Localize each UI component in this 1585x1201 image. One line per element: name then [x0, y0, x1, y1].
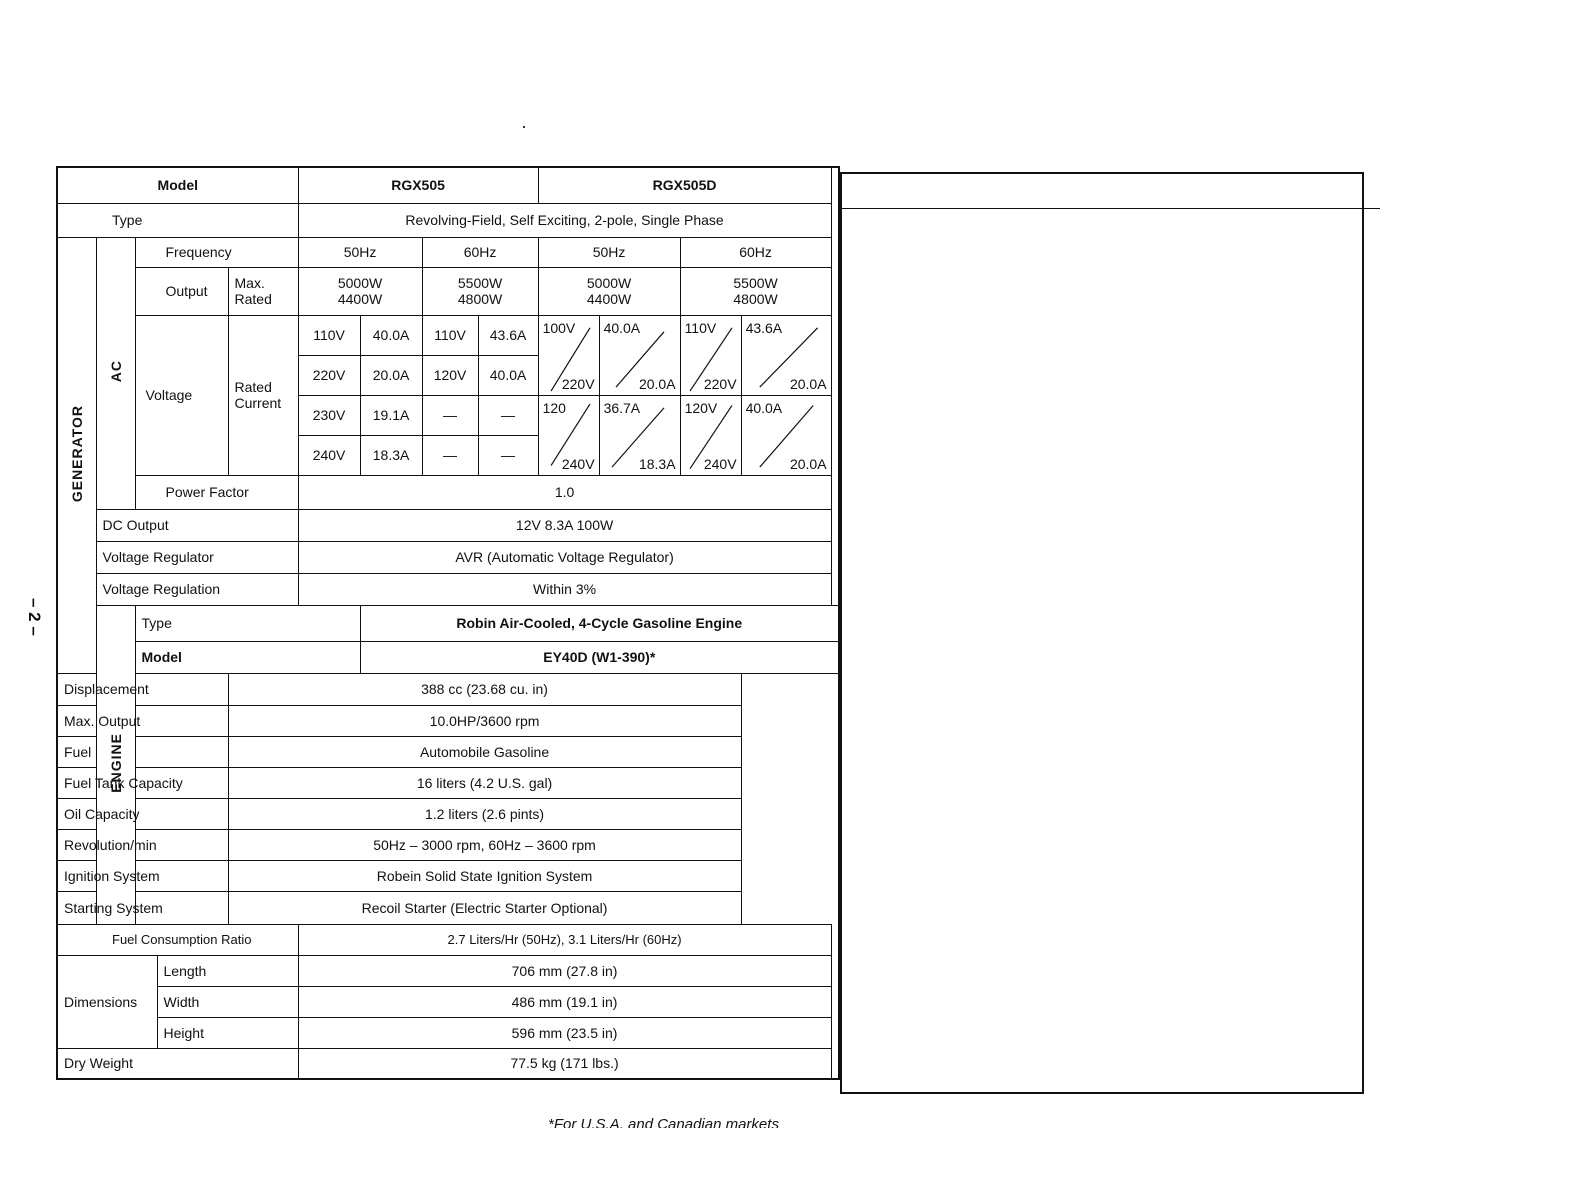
model-name-rgx505: RGX505 — [298, 167, 538, 203]
engine-row — [57, 860, 839, 891]
engine-row-value: 10.0HP/3600 rpm — [228, 705, 741, 736]
voltage-row — [57, 315, 839, 355]
footnote: *For U.S.A. and Canadian markets — [548, 1116, 779, 1128]
dimension-row — [57, 986, 839, 1017]
engine-row — [57, 891, 839, 924]
generator-label-text: GENERATOR — [68, 404, 85, 503]
rated-current-line-1: Rated — [234, 379, 272, 395]
dry-weight-value: 77.5 kg (171 lbs.) — [298, 1048, 831, 1079]
volt-cell: 120V — [422, 355, 478, 395]
dimension-row — [57, 1017, 839, 1048]
dual-amp-cell — [741, 395, 831, 475]
engine-row — [57, 673, 839, 705]
model-row — [57, 167, 839, 203]
dimension-row-label: Width — [157, 986, 298, 1017]
generator-section-label — [57, 237, 96, 673]
volt-bottom: 220V — [703, 375, 737, 392]
dimension-row-value: 706 mm (27.8 in) — [298, 955, 831, 986]
output-sublabels — [228, 267, 298, 315]
voltage-regulator-row — [57, 541, 839, 573]
output-label: Output — [135, 267, 228, 315]
volt-cell: — — [422, 395, 478, 435]
voltage-regulation-label: Voltage Regulation — [96, 573, 298, 605]
engine-row — [57, 798, 839, 829]
engine-row-value: Recoil Starter (Electric Starter Optional) — [228, 891, 741, 924]
dimensions-label: Dimensions — [57, 955, 157, 1048]
fuel-consumption-row — [57, 924, 839, 955]
fuel-consumption-value: 2.7 Liters/Hr (50Hz), 3.1 Liters/Hr (60Hz) — [298, 924, 831, 955]
dual-amp-cell — [599, 315, 680, 395]
voltage-regulation-row — [57, 573, 839, 605]
dimension-row-value: 486 mm (19.1 in) — [298, 986, 831, 1017]
volt-cell: 220V — [298, 355, 360, 395]
dual-amp-cell — [741, 315, 831, 395]
model-label: Model — [57, 167, 298, 203]
amp-cell: 43.6A — [478, 315, 538, 355]
dry-weight-row — [57, 1048, 839, 1079]
engine-label-text: ENGINE — [107, 733, 124, 793]
page-number: – 2 – — [25, 598, 44, 636]
amp-top: 40.0A — [745, 399, 783, 416]
volt-cell: 110V — [422, 315, 478, 355]
amp-cell: — — [478, 395, 538, 435]
output-cell — [680, 267, 831, 315]
voltage-regulator-value: AVR (Automatic Voltage Regulator) — [298, 541, 831, 573]
blank-frame — [840, 172, 1364, 1094]
engine-row — [57, 705, 839, 736]
voltage-label: Voltage — [135, 315, 228, 475]
engine-row-label: Displacement — [57, 673, 228, 705]
volt-cell: 240V — [298, 435, 360, 475]
type-label: Type — [57, 203, 298, 237]
amp-cell: 40.0A — [360, 315, 422, 355]
volt-bottom: 240V — [561, 455, 595, 472]
frame-rule — [840, 208, 1380, 209]
dual-amp-cell — [599, 395, 680, 475]
amp-cell: 20.0A — [360, 355, 422, 395]
engine-row-label: Oil Capacity — [57, 798, 228, 829]
output-max: 5500W — [457, 275, 503, 291]
dimension-row-value: 596 mm (23.5 in) — [298, 1017, 831, 1048]
volt-top: 120 — [542, 399, 566, 416]
engine-row-value: 388 cc (23.68 cu. in) — [228, 673, 741, 705]
power-factor-label: Power Factor — [135, 475, 298, 509]
speck — [523, 126, 525, 128]
engine-row-label: Fuel — [57, 736, 228, 767]
voltage-regulation-value: Within 3% — [298, 573, 831, 605]
output-row — [57, 267, 839, 315]
volt-top: 120V — [684, 399, 718, 416]
output-rated: 4400W — [337, 291, 383, 307]
engine-row — [57, 641, 839, 673]
engine-row — [57, 605, 839, 641]
output-rated: 4800W — [733, 291, 778, 307]
dimension-row — [57, 955, 839, 986]
frequency-value: 60Hz — [680, 237, 831, 267]
amp-bottom: 18.3A — [638, 455, 676, 472]
output-cell — [298, 267, 422, 315]
engine-row-value: 50Hz – 3000 rpm, 60Hz – 3600 rpm — [228, 829, 741, 860]
frequency-value: 50Hz — [538, 237, 680, 267]
volt-top: 110V — [684, 319, 717, 336]
volt-bottom: 240V — [703, 455, 737, 472]
rated-current-label — [228, 315, 298, 475]
rated-current-line-2: Current — [234, 395, 282, 411]
dc-output-row — [57, 509, 839, 541]
volt-bottom: 220V — [561, 375, 595, 392]
output-rated: 4800W — [457, 291, 503, 307]
amp-cell: — — [478, 435, 538, 475]
volt-top: 100V — [542, 319, 576, 336]
engine-row-label: Type — [135, 605, 360, 641]
engine-row — [57, 736, 839, 767]
output-max: 5500W — [733, 275, 778, 291]
amp-cell: 19.1A — [360, 395, 422, 435]
frequency-label: Frequency — [135, 237, 298, 267]
dimension-row-label: Length — [157, 955, 298, 986]
dual-volt-cell — [538, 395, 599, 475]
power-factor-value: 1.0 — [298, 475, 831, 509]
amp-bottom: 20.0A — [789, 375, 827, 392]
amp-cell: 40.0A — [478, 355, 538, 395]
type-value: Revolving-Field, Self Exciting, 2-pole, Single Phase — [298, 203, 831, 237]
model-name-rgx505d: RGX505D — [538, 167, 831, 203]
engine-row-label: Ignition System — [57, 860, 228, 891]
ac-label-text: AC — [107, 360, 124, 383]
amp-bottom: 20.0A — [638, 375, 676, 392]
engine-row-value: Robein Solid State Ignition System — [228, 860, 741, 891]
frequency-value: 60Hz — [422, 237, 538, 267]
dry-weight-label: Dry Weight — [57, 1048, 298, 1079]
dual-volt-cell — [680, 315, 741, 395]
output-cell — [422, 267, 538, 315]
ac-section-label — [96, 237, 135, 509]
output-rated: 4400W — [586, 291, 632, 307]
frequency-value: 50Hz — [298, 237, 422, 267]
amp-top: 36.7A — [603, 399, 641, 416]
engine-row-label: Starting System — [57, 891, 228, 924]
dual-volt-cell — [680, 395, 741, 475]
output-max: 5000W — [586, 275, 632, 291]
volt-cell: 110V — [298, 315, 360, 355]
engine-row-value: Robin Air-Cooled, 4-Cycle Gasoline Engine — [360, 605, 839, 641]
volt-cell: 230V — [298, 395, 360, 435]
amp-cell: 18.3A — [360, 435, 422, 475]
engine-row-value: 1.2 liters (2.6 pints) — [228, 798, 741, 829]
type-row — [57, 203, 839, 237]
engine-row — [57, 829, 839, 860]
engine-row-label: Fuel Tank Capacity — [57, 767, 228, 798]
dc-output-value: 12V 8.3A 100W — [298, 509, 831, 541]
output-rated-label: Rated — [234, 291, 272, 307]
engine-row-value: Automobile Gasoline — [228, 736, 741, 767]
output-max: 5000W — [337, 275, 383, 291]
amp-top: 43.6A — [745, 319, 783, 336]
voltage-regulator-label: Voltage Regulator — [96, 541, 298, 573]
engine-row-label: Max. Output — [57, 705, 228, 736]
fuel-consumption-label: Fuel Consumption Ratio — [57, 924, 298, 955]
dual-volt-cell — [538, 315, 599, 395]
amp-bottom: 20.0A — [789, 455, 827, 472]
frequency-row — [57, 237, 839, 267]
dimension-row-label: Height — [157, 1017, 298, 1048]
engine-row-value: 16 liters (4.2 U.S. gal) — [228, 767, 741, 798]
engine-row-label: Model — [135, 641, 360, 673]
spec-table — [56, 166, 840, 1080]
amp-top: 40.0A — [603, 319, 641, 336]
engine-row-label: Revolution/min — [57, 829, 228, 860]
engine-row — [57, 767, 839, 798]
power-factor-row — [57, 475, 839, 509]
volt-cell: — — [422, 435, 478, 475]
dc-output-label: DC Output — [96, 509, 298, 541]
output-cell — [538, 267, 680, 315]
engine-row-value: EY40D (W1-390)* — [360, 641, 839, 673]
output-max-label: Max. — [234, 275, 265, 291]
